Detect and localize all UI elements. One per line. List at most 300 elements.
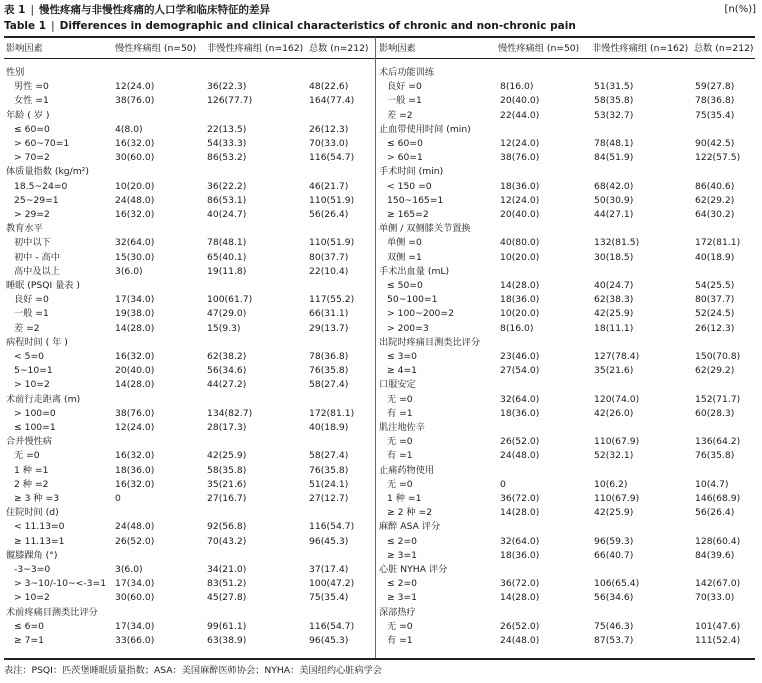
nonchronic-value: 34(21.0) [207,564,247,575]
chronic-value: 14(28.0) [115,379,155,391]
nonchronic-value: 132(81.5) [594,237,640,249]
total-value: 152(71.7) [695,393,741,405]
table-row [377,549,755,563]
nonchronic-value: 47(29.0) [207,308,247,320]
total-value: 150(70.8) [695,351,741,362]
row-label: > 100~200=2 [387,308,454,320]
chronic-value: 19(38.0) [115,308,155,320]
category-row [377,464,755,478]
row-label: > 100=0 [14,407,56,419]
top-rule [4,36,755,38]
row-label: -3~3=0 [14,564,51,575]
table-row [377,307,755,321]
chronic-value: 17(34.0) [115,620,155,632]
chronic-value: 18(36.0) [500,294,540,306]
chronic-value: 38(76.0) [500,152,540,164]
table-row [4,94,374,108]
row-label: 一般 =1 [14,308,49,320]
category-label: 术前疼痛目测类比评分 [6,606,98,618]
total-value: 56(26.4) [309,209,349,220]
table-row [4,137,374,151]
total-value: 70(33.0) [695,592,735,604]
row-label: ≥ 4=1 [387,365,418,377]
nonchronic-value: 126(77.7) [207,95,253,107]
nonchronic-value: 10(6.2) [594,478,628,490]
chronic-value: 10(20.0) [115,180,155,192]
chronic-value: 24(48.0) [115,521,155,533]
category-row [4,435,374,449]
nonchronic-value: 87(53.7) [594,635,634,646]
chronic-value: 30(60.0) [115,592,155,604]
row-label: ≤ 50=0 [387,280,423,291]
table-row [377,591,755,605]
category-row [4,279,374,293]
chronic-value: 33(66.0) [115,635,155,646]
header-factor: 影响因素 [6,43,43,54]
row-label: 有 =1 [387,450,413,462]
table-row [4,634,374,648]
total-value: 37(17.4) [309,564,349,575]
category-row [377,265,755,279]
table-row [377,208,755,222]
row-label: 女性 =1 [14,95,49,107]
nonchronic-value: 40(24.7) [207,209,247,220]
chronic-value: 16(32.0) [115,450,155,462]
header-row-left [4,40,374,57]
category-row [377,336,755,350]
nonchronic-value: 44(27.1) [594,209,634,220]
nonchronic-value: 19(11.8) [207,265,247,277]
nonchronic-value: 96(59.3) [594,535,634,547]
table-row [377,435,755,449]
total-value: 62(29.2) [695,365,735,377]
total-value: 80(37.7) [695,294,735,306]
chronic-value: 36(72.0) [500,578,540,590]
category-label: 住院时间 (d) [6,507,59,519]
category-row [4,109,374,123]
row-label: 双侧 =1 [387,251,422,263]
total-value: 78(36.8) [695,95,735,107]
total-value: 96(45.3) [309,535,349,547]
table-row [377,137,755,151]
total-value: 26(12.3) [695,322,735,334]
nonchronic-value: 58(35.8) [594,95,634,107]
row-label: 50~100=1 [387,294,438,306]
total-value: 172(81.1) [309,407,355,419]
category-row [4,393,374,407]
row-label: 150~165=1 [387,194,444,206]
category-label: 年龄 ( 岁 ) [6,109,50,121]
table-row [4,151,374,165]
row-label: 差 =2 [387,109,413,121]
total-value: 59(27.8) [695,81,735,93]
row-label: < 5=0 [14,351,45,362]
chronic-value: 0 [500,478,506,490]
table-row [377,151,755,165]
chronic-value: 26(52.0) [500,620,540,632]
header-row-right [377,40,755,57]
total-value: 70(33.0) [309,138,349,149]
row-label: ≤ 2=0 [387,578,418,590]
row-label: > 60=1 [387,152,423,164]
header-factor: 影响因素 [379,43,416,54]
category-label: 术后功能训练 [379,67,435,78]
unit-label: [n(%)] [724,4,756,15]
nonchronic-value: 22(13.5) [207,123,247,135]
nonchronic-value: 18(11.1) [594,322,634,334]
total-value: 80(37.7) [309,251,349,263]
title-cn-text: 慢性疼痛与非慢性疼痛的人口学和临床特征的差异 [39,4,271,16]
category-row [4,66,374,80]
row-label: ≤ 60=0 [387,138,423,149]
total-value: 52(24.5) [695,308,735,320]
row-label: > 10=2 [14,379,50,391]
row-label: 良好 =0 [14,294,49,306]
total-value: 117(55.2) [309,294,355,306]
row-label: > 3~10/-10~<-3=1 [14,578,107,590]
nonchronic-value: 75(46.3) [594,620,634,632]
title-cn-separator: | [30,4,35,16]
table-row [4,478,374,492]
nonchronic-value: 70(43.2) [207,535,247,547]
category-label: 教育水平 [6,223,43,235]
table-row [4,492,374,506]
table-footnote: 表注：PSQI：匹茨堡睡眠质量指数；ASA：美国麻醉医师协会；NYHA：美国纽约心脏病学会 [4,665,382,676]
category-label: 体质量指数 (kg/m²) [6,166,89,178]
chronic-value: 14(28.0) [500,280,540,291]
row-label: ≤ 100=1 [14,422,56,433]
total-value: 122(57.5) [695,152,741,164]
table-row [4,265,374,279]
title-en [4,19,756,33]
row-label: 5~10=1 [14,365,53,377]
category-row [377,123,755,137]
chronic-value: 18(36.0) [115,464,155,476]
nonchronic-value: 56(34.6) [594,592,634,604]
header-nonchronic: 非慢性疼痛组 (n=162) [207,43,304,54]
nonchronic-value: 68(42.0) [594,180,634,192]
category-row [4,222,374,236]
header-rule [4,58,755,59]
row-label: > 10=2 [14,592,50,604]
header-total: 总数 (n=212) [694,43,754,54]
category-label: 髋膝踝角 (°) [6,549,58,561]
chronic-value: 12(24.0) [115,422,155,433]
nonchronic-value: 66(40.7) [594,549,634,561]
table-row [4,236,374,250]
chronic-value: 0 [115,493,121,504]
row-label: 1 种 =1 [387,493,422,504]
nonchronic-value: 50(30.9) [594,194,634,206]
table-row [377,506,755,520]
total-value: 111(52.4) [695,635,741,646]
chronic-value: 12(24.0) [500,138,540,149]
row-label: ≤ 60=0 [14,123,50,135]
total-value: 76(35.8) [309,464,349,476]
row-label: 有 =1 [387,407,413,419]
category-row [377,520,755,534]
chronic-value: 16(32.0) [115,138,155,149]
row-label: 初中 - 高中 [14,251,60,263]
row-label: 有 =1 [387,635,413,646]
table-row [377,80,755,94]
category-label: 病程时间 ( 年 ) [6,336,68,348]
table-row [4,421,374,435]
chronic-value: 12(24.0) [500,194,540,206]
row-label: ≤ 6=0 [14,620,45,632]
category-label: 合并慢性病 [6,436,52,448]
category-row [377,606,755,620]
total-value: 76(35.8) [695,450,735,462]
row-label: 一般 =1 [387,95,422,107]
row-label: 25~29=1 [14,194,59,206]
category-label: 肌注地佐辛 [379,422,425,433]
nonchronic-value: 92(56.8) [207,521,247,533]
total-value: 51(24.1) [309,478,349,490]
total-value: 100(47.2) [309,578,355,590]
nonchronic-value: 42(25.9) [207,450,247,462]
total-value: 84(39.6) [695,549,735,561]
nonchronic-value: 45(27.8) [207,592,247,604]
row-label: 1 种 =1 [14,464,49,476]
chronic-value: 24(48.0) [500,450,540,462]
chronic-value: 16(32.0) [115,478,155,490]
table-row [4,464,374,478]
nonchronic-value: 40(24.7) [594,280,634,291]
nonchronic-value: 86(53.2) [207,152,247,164]
table-row [377,478,755,492]
total-value: 48(22.6) [309,81,349,93]
total-value: 142(67.0) [695,578,741,590]
row-label: 良好 =0 [387,81,422,93]
chronic-value: 16(32.0) [115,209,155,220]
chronic-value: 17(34.0) [115,578,155,590]
chronic-value: 4(8.0) [115,123,143,135]
chronic-value: 36(72.0) [500,493,540,504]
row-label: 高中及以上 [14,265,60,277]
row-label: 无 =0 [387,620,413,632]
nonchronic-value: 36(22.3) [207,81,247,93]
table-row [377,449,755,463]
table-row [377,350,755,364]
bottom-rule [4,658,755,660]
table-row [377,393,755,407]
header-chronic: 慢性疼痛组 (n=50) [498,43,580,54]
chronic-value: 18(36.0) [500,407,540,419]
total-value: 62(29.2) [695,194,735,206]
category-row [4,165,374,179]
row-label: 无 =0 [387,436,413,448]
table-row [4,449,374,463]
table-row [4,123,374,137]
nonchronic-value: 78(48.1) [594,138,634,149]
total-value: 26(12.3) [309,123,349,135]
category-label: 单侧 / 双侧膝关节置换 [379,223,471,235]
chronic-value: 40(80.0) [500,237,540,249]
row-label: ≥ 3=1 [387,592,418,604]
total-value: 58(27.4) [309,379,349,391]
total-value: 76(35.8) [309,365,349,377]
category-label: 止血带使用时间 (min) [379,123,471,135]
total-value: 128(60.4) [695,535,741,547]
chronic-value: 26(52.0) [500,436,540,448]
nonchronic-value: 53(32.7) [594,109,634,121]
total-value: 101(47.6) [695,620,741,632]
row-label: > 200=3 [387,322,429,334]
table-row [377,620,755,634]
table-row [377,492,755,506]
chronic-value: 8(16.0) [500,81,534,93]
table-row [4,364,374,378]
category-label: 手术出血量 (mL) [379,265,450,277]
row-label: 初中以下 [14,237,51,249]
chronic-value: 22(44.0) [500,109,540,121]
chronic-value: 24(48.0) [115,194,155,206]
row-label: 男性 =0 [14,81,49,93]
nonchronic-value: 44(27.2) [207,379,247,391]
chronic-value: 38(76.0) [115,95,155,107]
table-row [4,251,374,265]
total-value: 40(18.9) [309,422,349,433]
table-row [4,322,374,336]
chronic-value: 15(30.0) [115,251,155,263]
table-row [377,180,755,194]
chronic-value: 16(32.0) [115,351,155,362]
nonchronic-value: 58(35.8) [207,464,247,476]
header-total: 总数 (n=212) [309,43,369,54]
total-value: 90(42.5) [695,138,735,149]
nonchronic-value: 15(9.3) [207,322,241,334]
table-row [377,535,755,549]
table-row [377,293,755,307]
table-row [4,293,374,307]
category-row [4,336,374,350]
nonchronic-value: 35(21.6) [594,365,634,377]
chronic-value: 14(28.0) [500,592,540,604]
total-value: 29(13.7) [309,322,349,334]
row-label: > 29=2 [14,209,50,220]
category-label: 出院时疼痛目测类比评分 [379,336,481,348]
chronic-value: 8(16.0) [500,322,534,334]
row-label: ≥ 2 种 =2 [387,507,433,519]
title-cn-label: 表 1 [4,4,26,16]
category-label: 手术时间 (min) [379,166,444,178]
total-value: 96(45.3) [309,635,349,646]
row-label: ≥ 165=2 [387,209,429,220]
chronic-value: 20(40.0) [500,95,540,107]
total-value: 66(31.1) [309,308,349,320]
chronic-value: 10(20.0) [500,251,540,263]
total-value: 64(30.2) [695,209,735,220]
total-value: 116(54.7) [309,521,355,533]
nonchronic-value: 52(32.1) [594,450,634,462]
category-label: 麻醉 ASA 评分 [379,521,441,533]
chronic-value: 23(46.0) [500,351,540,362]
category-label: 深部热疗 [379,606,416,618]
chronic-value: 38(76.0) [115,407,155,419]
row-label: > 60~70=1 [14,138,70,149]
total-value: 116(54.7) [309,620,355,632]
row-label: > 70=2 [14,152,50,164]
chronic-value: 10(20.0) [500,308,540,320]
row-label: ≥ 3=1 [387,549,418,561]
total-value: 58(27.4) [309,450,349,462]
chronic-value: 32(64.0) [500,535,540,547]
chronic-value: 20(40.0) [500,209,540,220]
nonchronic-value: 83(51.2) [207,578,247,590]
category-label: 睡眠 (PSQI 量表 ) [6,280,80,291]
row-label: ≥ 11.13=1 [14,535,65,547]
total-value: 86(40.6) [695,180,735,192]
nonchronic-value: 127(78.4) [594,351,640,362]
total-value: 78(36.8) [309,351,349,362]
table-row [377,109,755,123]
table-row [377,194,755,208]
total-value: 75(35.4) [309,592,349,604]
table-row [4,407,374,421]
row-label: 2 种 =2 [14,478,49,490]
nonchronic-value: 110(67.9) [594,493,640,504]
table-row [4,620,374,634]
table-row [377,94,755,108]
table-row [4,208,374,222]
nonchronic-value: 36(22.2) [207,180,247,192]
nonchronic-value: 62(38.3) [594,294,634,306]
table-row [377,236,755,250]
nonchronic-value: 35(21.6) [207,478,247,490]
total-value: 164(77.4) [309,95,355,107]
nonchronic-value: 30(18.5) [594,251,634,263]
row-label: 差 =2 [14,322,40,334]
nonchronic-value: 51(31.5) [594,81,634,93]
nonchronic-value: 42(26.0) [594,407,634,419]
chronic-value: 18(36.0) [500,549,540,561]
nonchronic-value: 62(38.2) [207,351,247,362]
table-row [4,307,374,321]
row-label: 无 =0 [14,450,40,462]
table-row [4,180,374,194]
total-value: 110(51.9) [309,237,355,249]
category-label: 心脏 NYHA 评分 [379,564,448,575]
nonchronic-value: 54(33.3) [207,138,247,149]
table-row [377,407,755,421]
nonchronic-value: 110(67.9) [594,436,640,448]
table-row [4,194,374,208]
category-row [4,506,374,520]
nonchronic-value: 42(25.9) [594,507,634,519]
chronic-value: 14(28.0) [500,507,540,519]
category-label: 口服安定 [379,379,416,391]
nonchronic-value: 65(40.1) [207,251,247,263]
table-row [4,520,374,534]
table-row [377,322,755,336]
row-label: ≥ 3 种 =3 [14,493,60,504]
category-row [4,606,374,620]
category-row [4,549,374,563]
chronic-value: 17(34.0) [115,294,155,306]
chronic-value: 32(64.0) [500,393,540,405]
title-en-separator: | [51,20,55,32]
chronic-value: 3(6.0) [115,265,143,277]
chronic-value: 30(60.0) [115,152,155,164]
row-label: 无 =0 [387,393,413,405]
total-value: 110(51.9) [309,194,355,206]
table-row [377,577,755,591]
chronic-value: 32(64.0) [115,237,155,249]
chronic-value: 3(6.0) [115,564,143,575]
header-chronic: 慢性疼痛组 (n=50) [115,43,197,54]
table-row [4,563,374,577]
